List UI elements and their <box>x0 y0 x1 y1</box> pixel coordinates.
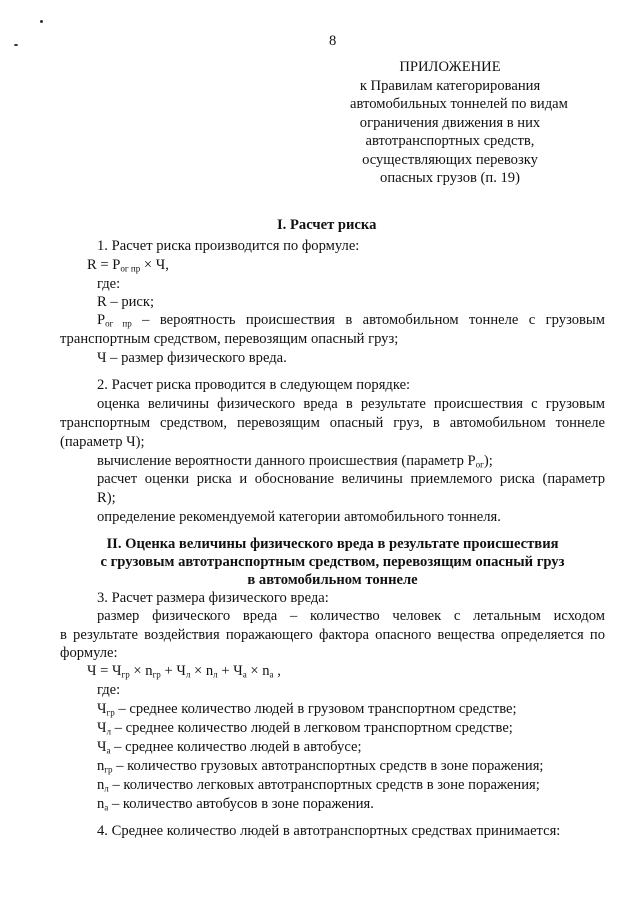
section-heading: с грузовым автотранспортным средством, перевозящим опасный груз <box>100 554 565 570</box>
paragraph-4: 4. Среднее количество людей в автотранспортных средствах принимается: <box>97 823 561 839</box>
appendix-line: осуществляющих перевозку <box>362 152 538 168</box>
step-1-line: транспортным средством, перевозящим опасный груз, в автомобильном тоннеле <box>60 415 605 431</box>
paragraph-3-intro: 3. Расчет размера физического вреда: <box>97 590 329 606</box>
definition-item: $n_а$ – количество автобусов в зоне поражения. <box>97 796 374 813</box>
definition-item: $Ч_л$ – среднее количество людей в легковом транспортном средстве; <box>97 720 513 737</box>
definition-item: $n_{гр}$ – количество грузовых автотранспортных средств в зоне поражения; <box>97 758 544 775</box>
paragraph-1-intro: 1. Расчет риска производится по формуле: <box>97 238 360 254</box>
risk-formula: $R = P_{ог пр} \times Ч$, <box>87 257 169 274</box>
appendix-title: ПРИЛОЖЕНИЕ <box>399 59 501 75</box>
appendix-line: опасных грузов (п. 19) <box>380 170 520 186</box>
step-3-line: R); <box>97 490 116 506</box>
page-number: 8 <box>329 33 337 49</box>
definition-r: R – риск; <box>97 294 155 310</box>
step-3-line: расчет оценки риска и обоснование величины приемлемого риска (параметр <box>97 471 605 487</box>
paragraph-3-line: в результате воздействия поражающего фактора опасного вещества определяется по <box>60 627 605 643</box>
appendix-line: к Правилам категорирования <box>359 78 541 94</box>
harm-formula <box>87 664 281 679</box>
definition-p-cont: транспортным средством, перевозящим опасный груз; <box>60 331 399 347</box>
definition-item: $n_л$ – количество легковых автотранспортных средств в зоне поражения; <box>97 777 540 794</box>
section-heading: в автомобильном тоннеле <box>247 572 418 588</box>
appendix-line: автомобильных тоннелей по видам <box>350 96 568 112</box>
section-heading: II. Оценка величины физического вреда в результате происшествия <box>106 536 559 552</box>
definition-ch: Ч – размер физического вреда. <box>97 350 287 366</box>
paragraph-3-line: размер физического вреда – количество человек с летальным исходом <box>97 608 605 624</box>
scan-speck <box>40 20 43 23</box>
formula-text: $Ч = Ч_{гр} \times n_{гр} + Ч_л \times n_л + Ч_а \times n_а$ , <box>87 663 281 680</box>
definition-item: $Ч_{гр}$ – среднее количество людей в грузовом транспортном средстве; <box>97 701 517 718</box>
step-1-line: оценка величины физического вреда в результате происшествия с грузовым <box>97 396 605 412</box>
definition-p: $P_{ог пр}$ – вероятность происшествия в автомобильном тоннеле с грузовым <box>97 312 605 329</box>
scan-speck <box>14 44 18 46</box>
where-label: где: <box>97 276 121 292</box>
appendix-line: автотранспортных средств, <box>365 133 535 149</box>
definition-item: $Ч_а$ – среднее количество людей в автобусе; <box>97 739 362 756</box>
step-2: вычисление вероятности данного происшествия (параметр $P_{ог}$); <box>97 453 493 470</box>
paragraph-3-line: формуле: <box>60 645 118 661</box>
appendix-line: ограничения движения в них <box>359 115 541 131</box>
step-1-line: (параметр Ч); <box>60 434 145 450</box>
step-4: определение рекомендуемой категории автомобильного тоннеля. <box>97 509 501 525</box>
section-heading: I. Расчет риска <box>277 217 377 233</box>
paragraph-2-intro: 2. Расчет риска проводится в следующем порядке: <box>97 377 411 393</box>
where-label: где: <box>97 682 121 698</box>
